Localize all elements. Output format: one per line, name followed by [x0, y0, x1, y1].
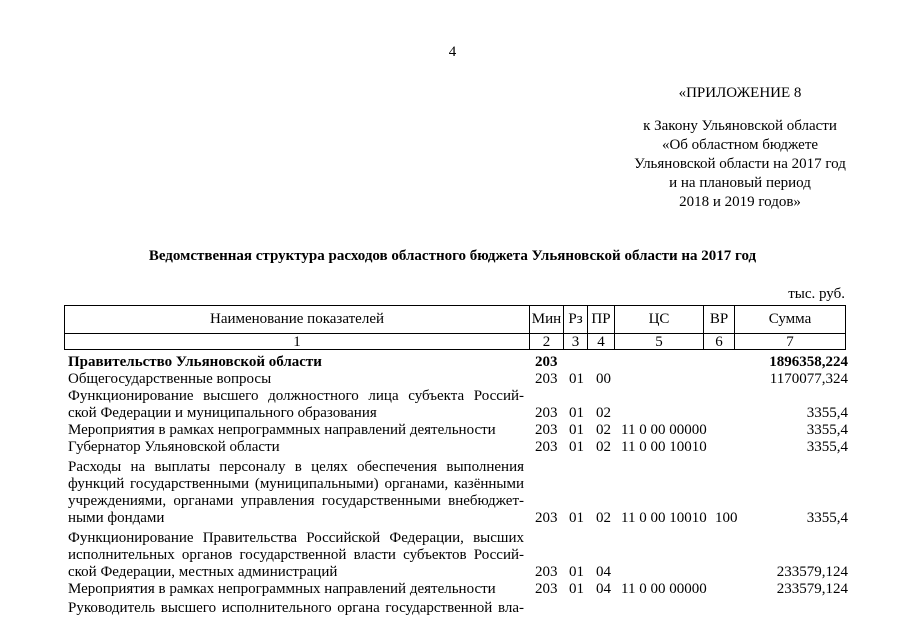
row-sum: 233579,124	[776, 581, 848, 597]
header-number: 2	[530, 334, 564, 350]
header-pr: ПР	[588, 306, 615, 334]
row-name: ными фондами	[68, 510, 165, 526]
row-rz: 01	[569, 405, 584, 421]
row-cs: 11 0 00 00000	[621, 422, 707, 438]
header-number: 3	[564, 334, 588, 350]
row-min: 203	[535, 354, 558, 370]
header-number: 1	[65, 334, 530, 350]
row-sum: 3355,4	[806, 510, 848, 526]
row-sum: 3355,4	[806, 439, 848, 455]
row-rz: 01	[569, 564, 584, 580]
row-name: Руководитель высшего исполнительного органа государственной вла-	[68, 600, 524, 616]
row-min: 203	[535, 439, 558, 455]
row-name: ской Федерации и муниципального образования	[68, 405, 377, 421]
row-pr: 02	[596, 422, 611, 438]
header-number: 6	[704, 334, 735, 350]
row-cs: 11 0 00 00000	[621, 581, 707, 597]
appendix-line: и на плановый период	[669, 175, 811, 191]
row-rz: 01	[569, 371, 584, 387]
row-rz: 01	[569, 510, 584, 526]
header-number: 4	[588, 334, 615, 350]
row-min: 203	[535, 581, 558, 597]
appendix-heading: «ПРИЛОЖЕНИЕ 8	[678, 85, 802, 101]
table-header	[64, 305, 846, 350]
header-number: 5	[615, 334, 704, 350]
row-name: Губернатор Ульяновской области	[68, 439, 280, 455]
row-name: Функционирование Правительства Российской Федерации, высших	[68, 530, 524, 546]
row-min: 203	[535, 422, 558, 438]
row-name: Общегосударственные вопросы	[68, 371, 272, 387]
header-sum: Сумма	[735, 306, 846, 334]
row-min: 203	[535, 564, 558, 580]
row-sum: 3355,4	[806, 422, 848, 438]
row-rz: 01	[569, 439, 584, 455]
row-cs: 11 0 00 10010	[621, 439, 707, 455]
row-name: Мероприятия в рамках непрограммных направлений деятельности	[68, 422, 496, 438]
row-sum: 3355,4	[806, 405, 848, 421]
row-name: ской Федерации, местных администраций	[68, 564, 338, 580]
row-min: 203	[535, 405, 558, 421]
header-number: 7	[735, 334, 846, 350]
row-pr: 04	[596, 581, 611, 597]
header-cs: ЦС	[615, 306, 704, 334]
row-sum: 1896358,224	[769, 354, 848, 370]
row-pr: 02	[596, 405, 611, 421]
row-vr: 100	[715, 510, 738, 526]
row-rz: 01	[569, 422, 584, 438]
row-name: Расходы на выплаты персоналу в целях обеспечения выполнения	[68, 459, 524, 475]
header-name: Наименование показателей	[65, 306, 530, 334]
row-sum: 1170077,324	[769, 371, 848, 387]
header-vr: ВР	[704, 306, 735, 334]
units-label: тыс. руб.	[788, 286, 845, 302]
header-min: Мин	[530, 306, 564, 334]
row-name: Функционирование высшего должностного лица субъекта Россий-	[68, 388, 524, 404]
appendix-line: Ульяновской области на 2017 год	[634, 156, 846, 172]
row-pr: 04	[596, 564, 611, 580]
row-pr: 00	[596, 371, 611, 387]
row-name: функций государственными (муниципальными) органами, казёнными	[68, 476, 524, 492]
row-cs: 11 0 00 10010	[621, 510, 707, 526]
row-rz: 01	[569, 581, 584, 597]
document-title: Ведомственная структура расходов областного бюджета Ульяновской области на 2017 год	[148, 248, 757, 264]
appendix-line: к Закону Ульяновской области	[643, 118, 837, 134]
row-pr: 02	[596, 510, 611, 526]
header-rz: Рз	[564, 306, 588, 334]
appendix-line: «Об областном бюджете	[661, 137, 819, 153]
appendix-line: 2018 и 2019 годов»	[679, 194, 801, 210]
row-min: 203	[535, 371, 558, 387]
row-pr: 02	[596, 439, 611, 455]
row-min: 203	[535, 510, 558, 526]
row-name: Мероприятия в рамках непрограммных направлений деятельности	[68, 581, 496, 597]
row-name: Правительство Ульяновской области	[68, 354, 322, 370]
row-name: исполнительных органов государственной власти субъектов Россий-	[68, 547, 524, 563]
row-name: учреждениями, органами управления государственными внебюджет-	[68, 493, 524, 509]
row-sum: 233579,124	[776, 564, 848, 580]
page-number: 4	[448, 44, 457, 60]
appendix-block	[560, 84, 905, 212]
